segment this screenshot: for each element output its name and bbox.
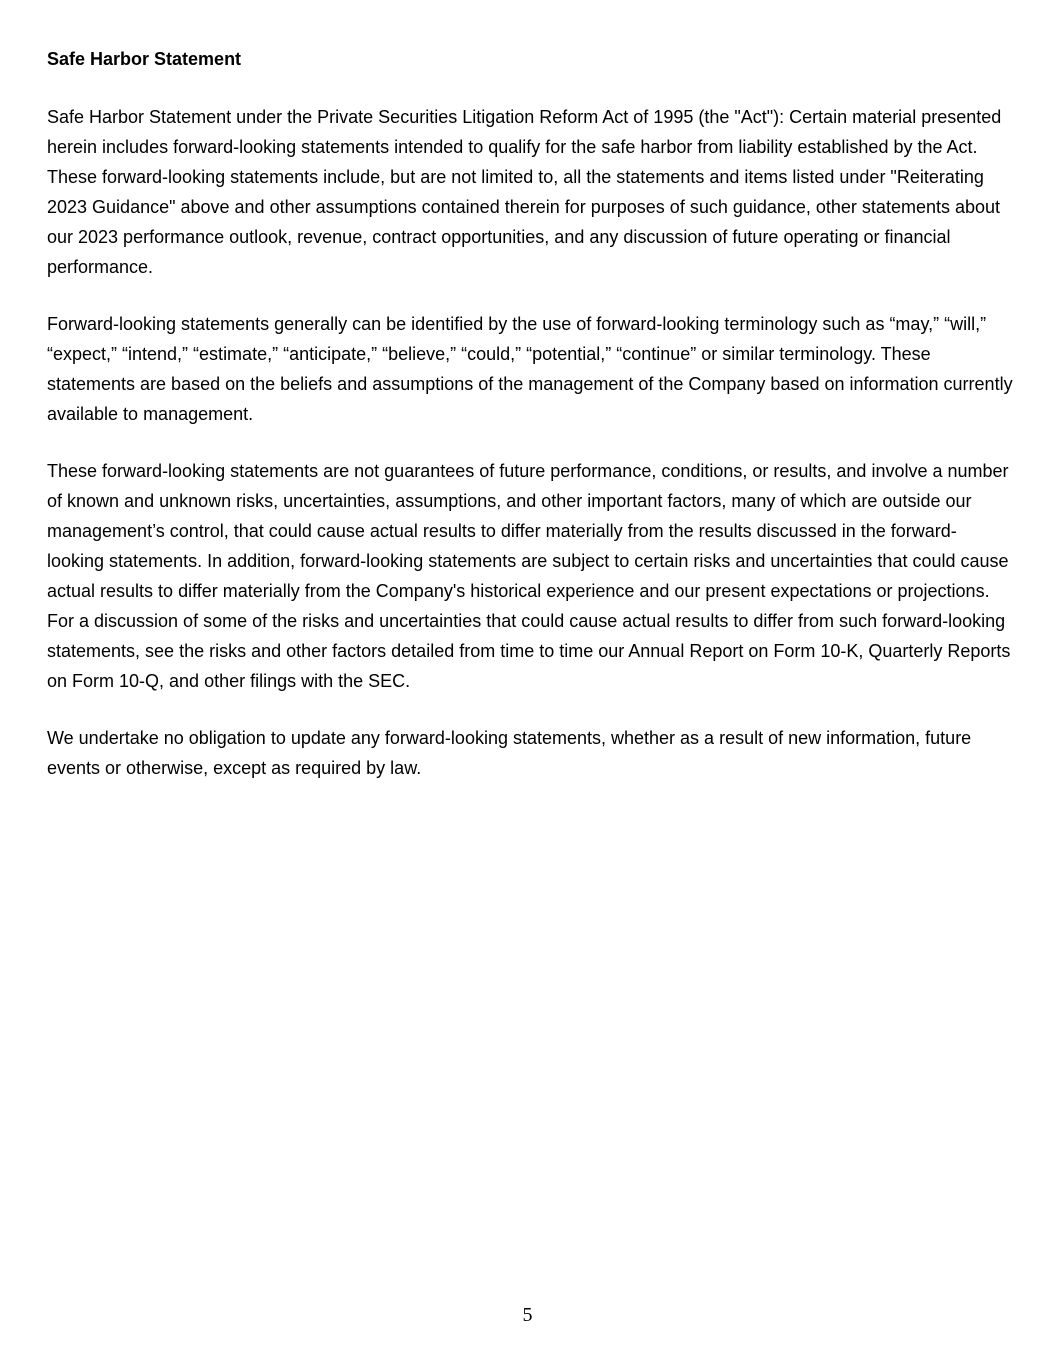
- paragraph-safe-harbor-intro: Safe Harbor Statement under the Private Securities Litigation Reform Act of 1995 (the "Act"): Certain material presented herein includes forward-looking statements intended to qualify for the safe harbor from liability established by the Act. These forward-looking statements include, but are not limited to, all the statements and items listed under "Reiterating 2023 Guidance" above and other assumptions contained therein for purposes of such guidance, other statements about our 2023 performance outlook, revenue, contract opportunities, and any discussion of future operating or financial performance.: [47, 107, 1002, 277]
- document-page: [47, 44, 1013, 810]
- paragraph-no-obligation: We undertake no obligation to update any forward-looking statements, whether as a result of new information, future events or otherwise, except as required by law.: [47, 728, 972, 778]
- paragraph-forward-looking-terminology: Forward-looking statements generally can be identified by the use of forward-looking terminology such as “may,” “will,” “expect,” “intend,” “estimate,” “anticipate,” “believe,” “could,” “potential,” “continue” or similar terminology. These statements are based on the beliefs and assumptions of the management of the Company based on information currently available to management.: [47, 314, 1013, 424]
- section-heading: Safe Harbor Statement: [47, 49, 242, 69]
- paragraph-risks-uncertainties: These forward-looking statements are not guarantees of future performance, conditions, or results, and involve a number of known and unknown risks, uncertainties, assumptions, and other important factors, many of which are outside our management’s control, that could cause actual results to differ materially from the results discussed in the forward-looking statements. In addition, forward-looking statements are subject to certain risks and uncertainties that could cause actual results to differ materially from the Company's historical experience and our present expectations or projections. For a discussion of some of the risks and uncertainties that could cause actual results to differ from such forward-looking statements, see the risks and other factors detailed from time to time our Annual Report on Form 10-K, Quarterly Reports on Form 10-Q, and other filings with the SEC.: [47, 461, 1011, 691]
- page-number: 5: [522, 1304, 533, 1326]
